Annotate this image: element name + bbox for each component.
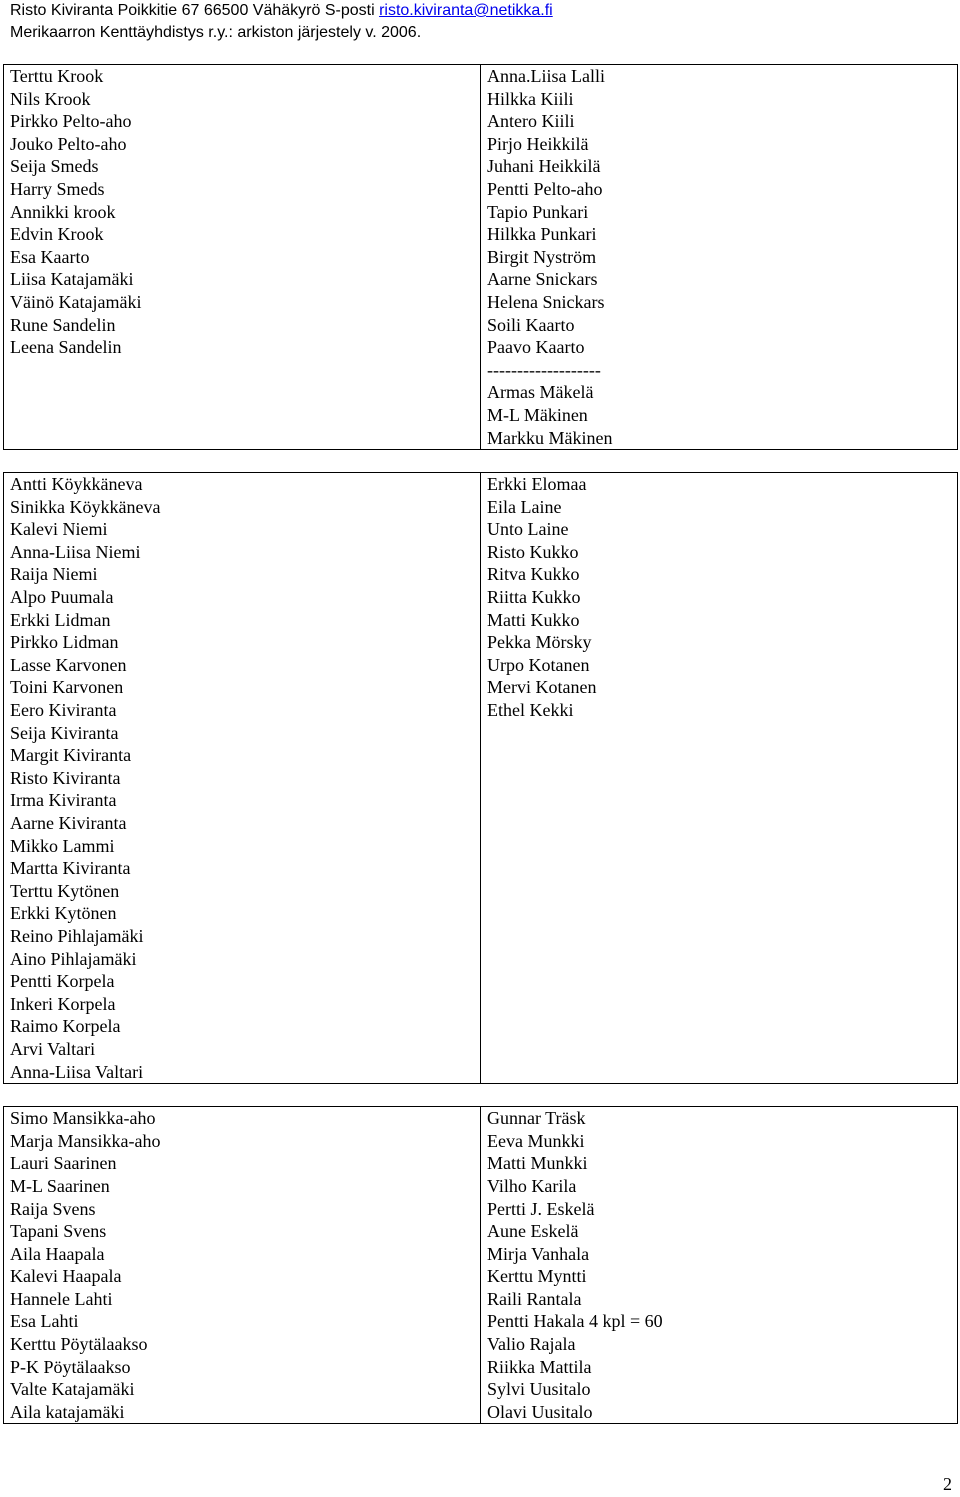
list-item: Hilkka Punkari	[487, 224, 597, 245]
list-item: Urpo Kotanen	[487, 654, 590, 675]
list-item: Riikka Mattila	[487, 1356, 592, 1377]
list-item: Eero Kiviranta	[10, 700, 117, 721]
list-item: Jouko Pelto-aho	[10, 133, 127, 154]
list-item: Aila Haapala	[10, 1243, 105, 1264]
list-item: Matti Munkki	[487, 1153, 588, 1174]
list-item: Simo Mansikka-aho	[10, 1108, 156, 1129]
list-item: Reino Pihlajamäki	[10, 925, 144, 946]
list-item: Birgit Nyström	[487, 246, 597, 267]
header-line-2: Merikaarron Kenttäyhdistys r.y.: arkiston järjestely v. 2006.	[10, 24, 422, 41]
header-line-1	[10, 0, 553, 22]
list-item: Annikki krook	[10, 201, 116, 222]
list-item: Nils Krook	[10, 88, 91, 109]
list-item: Terttu Krook	[10, 66, 104, 86]
list-item: Lasse Karvonen	[10, 654, 127, 675]
list-item: Risto Kukko	[487, 541, 579, 562]
list-item: Aarne Kiviranta	[10, 813, 127, 833]
list-item: Raili Rantala	[487, 1288, 582, 1309]
list-item: Aila katajamäki	[10, 1401, 125, 1422]
list-item: Antti Köykkäneva	[10, 474, 143, 495]
list-item: Kalevi Haapala	[10, 1266, 122, 1287]
list-item: Lauri Saarinen	[10, 1153, 117, 1174]
list-item: Kerttu Myntti	[487, 1266, 587, 1287]
name-list	[487, 65, 951, 449]
list-item: Vilho Karila	[487, 1175, 577, 1196]
list-item: Alpo Puumala	[10, 587, 114, 608]
page-number: 2	[943, 1474, 952, 1494]
list-item: Margit Kiviranta	[10, 745, 132, 766]
name-list	[10, 1107, 474, 1423]
list-item: Leena Sandelin	[10, 337, 122, 358]
list-item: Antero Kiili	[487, 111, 575, 132]
list-item: Anna-Liisa Niemi	[10, 541, 141, 562]
list-item: Inkeri Korpela	[10, 993, 116, 1014]
list-item: Matti Kukko	[487, 609, 580, 630]
list-item: Rune Sandelin	[10, 314, 116, 335]
list-item: Terttu Kytönen	[10, 880, 120, 901]
list-item: Martta Kiviranta	[10, 858, 131, 879]
list-item: Anna.Liisa Lalli	[487, 66, 605, 86]
list-item: Pentti Hakala 4 kpl = 60	[487, 1311, 663, 1332]
list-item: Tapani Svens	[10, 1221, 107, 1242]
list-item: Pirkko Pelto-aho	[10, 111, 132, 132]
list-item: Gunnar Träsk	[487, 1108, 586, 1129]
list-item: Riitta Kukko	[487, 587, 581, 608]
list-item: Mervi Kotanen	[487, 677, 597, 698]
list-item: Irma Kiviranta	[10, 790, 117, 811]
list-item: Risto Kiviranta	[10, 767, 121, 788]
list-item: Seija Smeds	[10, 156, 99, 177]
list-item: Mirja Vanhala	[487, 1243, 590, 1264]
list-item: Aino Pihlajamäki	[10, 948, 137, 969]
list-item: P-K Pöytälaakso	[10, 1356, 131, 1377]
name-list	[10, 65, 474, 359]
list-item: Erkki Elomaa	[487, 474, 587, 495]
list-item: Mikko Lammi	[10, 835, 115, 856]
list-item: Helena Snickars	[487, 291, 605, 312]
name-list	[10, 473, 474, 1083]
list-item: Ritva Kukko	[487, 564, 580, 585]
list-item: Aune Eskelä	[487, 1221, 579, 1242]
list-item: Anna-Liisa Valtari	[10, 1061, 144, 1082]
list-item: Seija Kiviranta	[10, 722, 119, 743]
names-table	[3, 42, 958, 1446]
document-header	[10, 0, 553, 44]
list-item: Valte Katajamäki	[10, 1379, 135, 1400]
list-item: Erkki Kytönen	[10, 903, 117, 924]
list-item: M-L Mäkinen	[487, 404, 588, 425]
list-item: Pentti Korpela	[10, 971, 115, 992]
list-item: Valio Rajala	[487, 1334, 576, 1355]
name-list	[487, 1107, 951, 1423]
list-item: Pertti J. Eskelä	[487, 1198, 595, 1219]
table-row	[3, 472, 958, 1084]
list-item: Unto Laine	[487, 519, 569, 540]
list-item: Kalevi Niemi	[10, 519, 108, 540]
list-item: Sinikka Köykkäneva	[10, 496, 161, 517]
list-item: Armas Mäkelä	[487, 382, 594, 403]
name-list	[487, 473, 951, 722]
list-item: Soili Kaarto	[487, 314, 575, 335]
list-item: Esa Kaarto	[10, 246, 90, 267]
list-item: Erkki Lidman	[10, 609, 111, 630]
list-item: Kerttu Pöytälaakso	[10, 1334, 148, 1355]
list-item: Raija Niemi	[10, 564, 98, 585]
list-item: Raimo Korpela	[10, 1016, 121, 1037]
list-item: Pirkko Lidman	[10, 632, 119, 653]
table-row	[3, 1106, 958, 1424]
list-item: Olavi Uusitalo	[487, 1401, 593, 1422]
list-item: Harry Smeds	[10, 178, 105, 199]
list-item: Marja Mansikka-aho	[10, 1130, 161, 1151]
list-item: Arvi Valtari	[10, 1038, 96, 1059]
table-row	[3, 64, 958, 450]
list-item: Hannele Lahti	[10, 1288, 113, 1309]
list-item: -------------------	[487, 359, 601, 380]
list-item: Esa Lahti	[10, 1311, 79, 1332]
names-cell-right	[481, 472, 958, 1084]
list-item: Liisa Katajamäki	[10, 269, 134, 290]
list-item: Väinö Katajamäki	[10, 291, 142, 312]
list-item: Tapio Punkari	[487, 201, 589, 222]
list-item: Aarne Snickars	[487, 269, 598, 290]
list-item: Sylvi Uusitalo	[487, 1379, 591, 1400]
list-item: Ethel Kekki	[487, 700, 574, 721]
list-item: Paavo Kaarto	[487, 337, 585, 358]
names-cell-left	[3, 64, 481, 450]
list-item: Raija Svens	[10, 1198, 96, 1219]
names-cell-right	[481, 64, 958, 450]
list-item: Edvin Krook	[10, 224, 104, 245]
list-item: Eila Laine	[487, 496, 562, 517]
list-item: M-L Saarinen	[10, 1175, 110, 1196]
names-cell-right	[481, 1106, 958, 1424]
list-item: Hilkka Kiili	[487, 88, 574, 109]
header-contact: Risto Kiviranta Poikkitie 67 66500 Vähäkyrö S-posti	[10, 2, 380, 19]
list-item: Eeva Munkki	[487, 1130, 585, 1151]
list-item: Pentti Pelto-aho	[487, 178, 603, 199]
list-item: Markku Mäkinen	[487, 427, 613, 448]
list-item: Pirjo Heikkilä	[487, 133, 589, 154]
list-item: Juhani Heikkilä	[487, 156, 601, 177]
email-link[interactable]: risto.kiviranta@netikka.fi	[379, 2, 553, 19]
list-item: Pekka Mörsky	[487, 632, 592, 653]
names-cell-left	[3, 1106, 481, 1424]
list-item: Toini Karvonen	[10, 677, 124, 698]
names-cell-left	[3, 472, 481, 1084]
